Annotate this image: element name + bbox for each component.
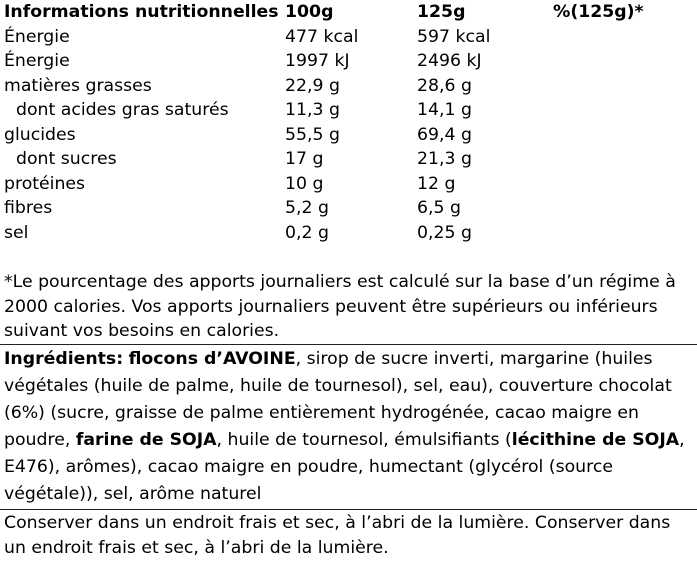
ingredients-heading: Ingrédients: xyxy=(4,349,124,369)
nutrient-label xyxy=(4,221,285,246)
ingredients-list xyxy=(4,349,685,504)
ingredient-allergen: lécithine de SOJA xyxy=(511,430,680,450)
nutrition-row xyxy=(4,221,693,246)
nutrition-header-125g: 125g xyxy=(417,2,466,22)
nutrient-value-percent xyxy=(553,221,693,246)
nutrition-header-percent: %(125g)* xyxy=(553,2,644,22)
ingredient-text: , E476), arômes), cacao maigre en poudre, humectant (glycérol (source végétale)), sel, arôme naturel xyxy=(4,430,685,504)
nutrient-value-125g: 0,25 g xyxy=(417,222,472,243)
nutrient-value-100g: 55,5 g xyxy=(285,124,340,145)
nutrition-header-row xyxy=(4,0,693,25)
ingredient-allergen: farine de SOJA xyxy=(75,430,217,450)
nutrition-row xyxy=(4,25,693,50)
nutrient-label xyxy=(4,172,285,197)
nutrient-value-percent xyxy=(553,74,693,99)
nutrient-label-text: dont acides gras saturés xyxy=(16,100,229,120)
nutrient-value-percent xyxy=(553,147,693,172)
nutrition-row xyxy=(4,123,693,148)
divider-line xyxy=(0,344,697,345)
nutrition-row xyxy=(4,98,693,123)
nutrient-value-percent xyxy=(553,196,693,221)
nutrition-header-100g: 100g xyxy=(285,2,334,22)
nutrient-value-percent xyxy=(553,49,693,74)
nutrient-label xyxy=(4,123,285,148)
nutrition-rows xyxy=(4,25,693,246)
nutrition-row xyxy=(4,196,693,221)
ingredients-text xyxy=(4,346,696,508)
nutrient-value-125g: 6,5 g xyxy=(417,198,461,218)
ingredient-allergen: flocons d’AVOINE xyxy=(128,349,296,369)
nutrient-label-text: sel xyxy=(4,222,29,243)
nutrient-value-100g: 11,3 g xyxy=(285,100,340,120)
nutrient-value-percent xyxy=(553,98,693,123)
nutrient-value-125g: 69,4 g xyxy=(417,124,472,145)
nutrient-value-100g: 17 g xyxy=(285,149,324,169)
nutrient-label xyxy=(4,49,285,74)
nutrient-label-text: Énergie xyxy=(4,51,70,71)
ingredient-text: , sirop de sucre inverti, margarine (huiles végétales (huile de palme, huile de tournesol), sel, eau), couverture chocolat (6%) (sucre, graisse de palme entièrement hydrogénée, cacao maigre en poudre, xyxy=(4,349,672,450)
nutrient-value-100g: 0,2 g xyxy=(285,222,329,243)
nutrient-label xyxy=(4,25,285,50)
nutrition-header-label: Informations nutritionnelles xyxy=(4,2,279,22)
nutrition-table xyxy=(4,0,693,245)
divider-line xyxy=(0,509,697,510)
nutrient-value-125g: 28,6 g xyxy=(417,75,472,96)
nutrient-label-text: glucides xyxy=(4,124,76,145)
nutrient-value-100g: 477 kcal xyxy=(285,26,359,47)
nutrient-value-125g: 12 g xyxy=(417,173,456,194)
nutrient-label xyxy=(4,196,285,221)
nutrient-value-100g: 10 g xyxy=(285,173,324,194)
nutrient-label-text: protéines xyxy=(4,173,86,194)
nutrient-value-100g: 5,2 g xyxy=(285,198,329,218)
nutrient-value-percent xyxy=(553,25,693,50)
nutrient-value-percent xyxy=(553,172,693,197)
nutrition-row xyxy=(4,49,693,74)
ingredient-text: , huile de tournesol, émulsifiants ( xyxy=(216,430,512,450)
nutrition-row xyxy=(4,147,693,172)
nutrition-row xyxy=(4,172,693,197)
nutrient-label-text: dont sucres xyxy=(16,149,117,169)
nutrient-value-100g: 22,9 g xyxy=(285,75,340,96)
nutrition-footnote: *Le pourcentage des apports journaliers est calculé sur la base d’un régime à 2000 calories. Vos apports journaliers peuvent être supérieurs ou inférieurs suivant vos besoins en calories. xyxy=(4,272,676,341)
nutrient-value-125g: 14,1 g xyxy=(417,100,472,120)
nutrient-label xyxy=(4,147,285,172)
nutrient-label xyxy=(4,74,285,99)
nutrient-label-text: matières grasses xyxy=(4,75,152,96)
nutrient-value-100g: 1997 kJ xyxy=(285,51,350,71)
nutrient-label-text: fibres xyxy=(4,198,53,218)
nutrition-row xyxy=(4,74,693,99)
nutrient-value-125g: 597 kcal xyxy=(417,26,491,47)
nutrient-value-125g: 2496 kJ xyxy=(417,51,482,71)
storage-instructions: Conserver dans un endroit frais et sec, à l’abri de la lumière. Conserver dans un endroit frais et sec, à l’abri de la lumière. xyxy=(4,513,671,558)
nutrient-value-percent xyxy=(553,123,693,148)
nutrient-label xyxy=(4,98,285,123)
nutrient-value-125g: 21,3 g xyxy=(417,149,472,169)
nutrient-label-text: Énergie xyxy=(4,26,70,47)
